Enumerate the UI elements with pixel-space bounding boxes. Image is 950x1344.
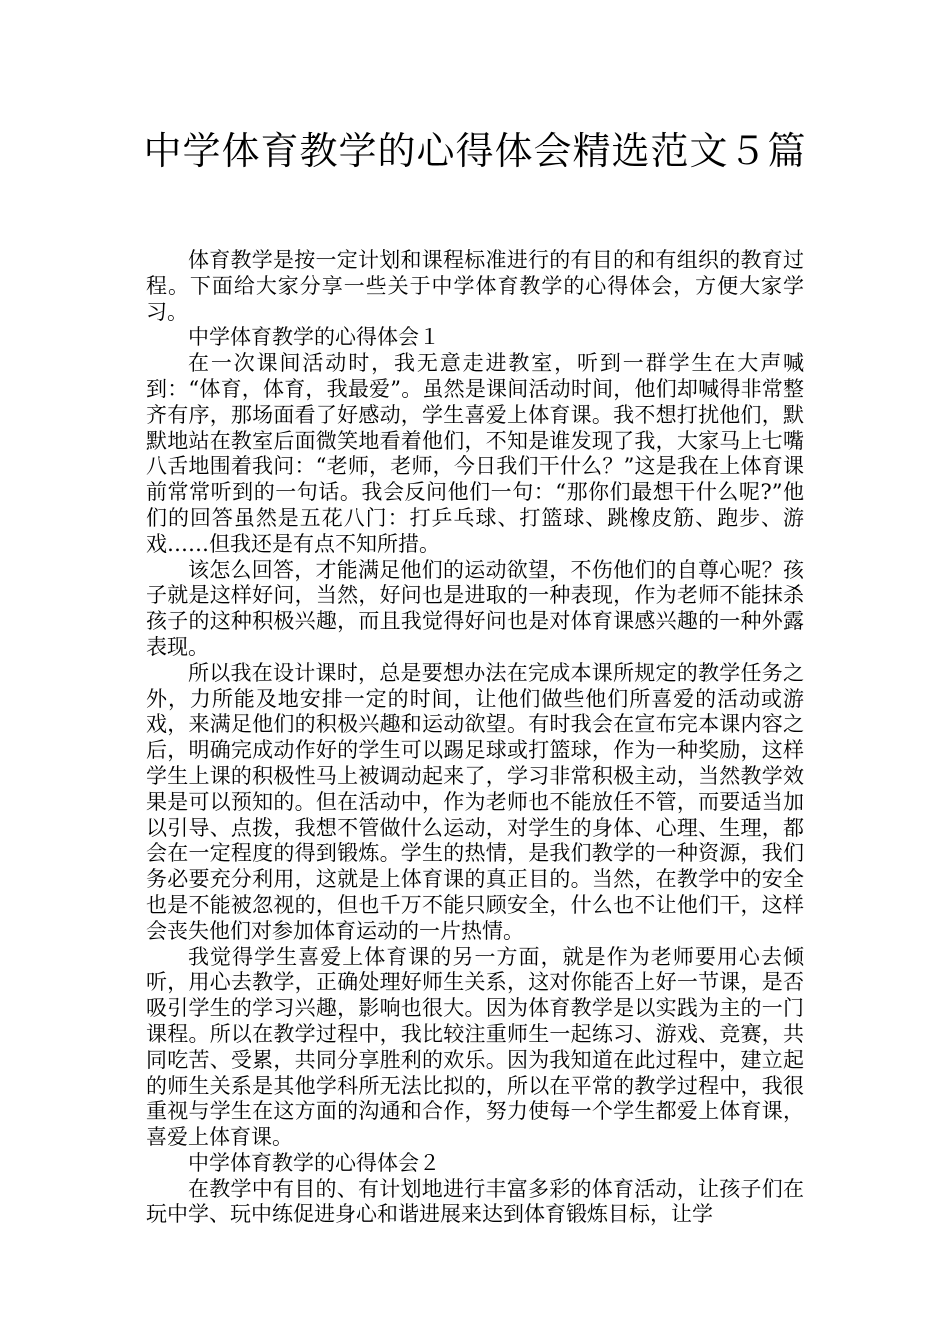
section-heading-1: 中学体育教学的心得体会１ [188, 325, 440, 350]
body-paragraph: 在教学中有目的、有计划地进行丰富多彩的体育活动，让孩子们在玩中学、玩中练促进身心和谐进展来达到体育锻炼目标，让学 [146, 1176, 804, 1227]
body-paragraph: 我觉得学生喜爱上体育课的另一方面，就是作为老师要用心去倾听，用心去教学，正确处理好师生关系，这对你能否上好一节课，是否吸引学生的学习兴趣，影响也很大。因为体育教学是以实践为主的一门课程。所以在教学过程中，我比较注重师生一起练习、游戏、竞赛，共同吃苦、受累，共同分享胜利的欢乐。因为我知道在此过程中，建立起的师生关系是其他学科所无法比拟的，所以在平常的教学过程中，我很重视与学生在这方面的沟通和合作，努力使每一个学生都爱上体育课，喜爱上体育课。 [146, 944, 804, 1150]
body-paragraph: 在一次课间活动时，我无意走进教室，听到一群学生在大声喊到：“体育，体育，我最爱”。虽然是课间活动时间，他们却喊得非常整齐有序，那场面看了好感动，学生喜爱上体育课。我不想打扰他们，默默地站在教室后面微笑地看着他们，不知是谁发现了我，大家马上七嘴八舌地围着我问：“老师，老师，今日我们干什么？”这是我在上体育课前常常听到的一句话。我会反问他们一句：“那你们最想干什么呢?”他们的回答虽然是五花八门：打乒乓球、打篮球、跳橡皮筋、跑步、游戏……但我还是有点不知所措。 [146, 351, 804, 556]
document-title: 中学体育教学的心得体会精选范文５篇 [143, 129, 807, 173]
section-heading-2: 中学体育教学的心得体会２ [188, 1150, 440, 1175]
document-body [146, 248, 804, 1228]
body-paragraph: 所以我在设计课时，总是要想办法在完成本课所规定的教学任务之外，力所能及地安排一定的时间，让他们做些他们所喜爱的活动或游戏，来满足他们的积极兴趣和运动欲望。有时我会在宣布完本课内容之后，明确完成动作好的学生可以踢足球或打篮球，作为一种奖励，这样学生上课的积极性马上被调动起来了，学习非常积极主动，当然教学效果是可以预知的。但在活动中，作为老师也不能放任不管，而要适当加以引导、点拨，我想不管做什么运动，对学生的身体、心理、生理，都会在一定程度的得到锻炼。学生的热情，是我们教学的一种资源，我们务必要充分利用，这就是上体育课的真正目的。当然，在教学中的安全也是不能被忽视的，但也千万不能只顾安全，什么也不让他们干，这样会丧失他们对参加体育运动的一片热情。 [146, 660, 804, 943]
body-paragraph: 该怎么回答，才能满足他们的运动欲望，不伤他们的自尊心呢？孩子就是这样好问，当然，好问也是进取的一种表现，作为老师不能抹杀孩子的这种积极兴趣，而且我觉得好问也是对体育课感兴趣的一种外露表现。 [146, 557, 804, 659]
intro-paragraph: 体育教学是按一定计划和课程标准进行的有目的和有组织的教育过程。下面给大家分享一些关于中学体育教学的心得体会，方便大家学习。 [146, 248, 804, 324]
